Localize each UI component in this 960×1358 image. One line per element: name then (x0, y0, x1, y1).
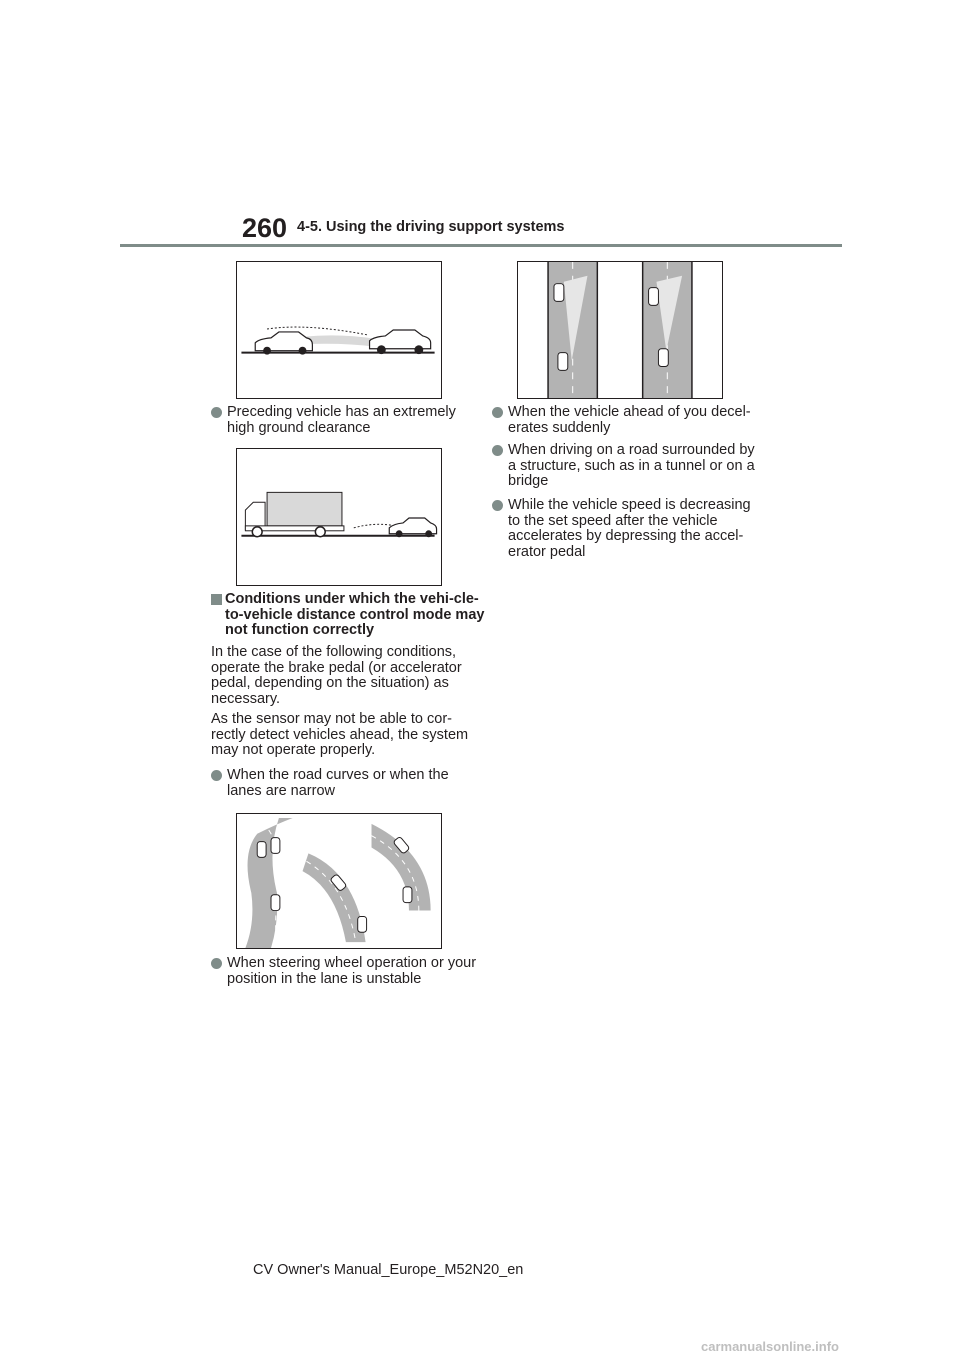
ego-car-icon (389, 518, 436, 537)
figure-curved-roads (236, 813, 442, 949)
truck-icon (245, 492, 344, 536)
car-icon (271, 895, 280, 911)
preceding-car-icon (649, 288, 659, 306)
figure-truck-ahead (236, 448, 442, 586)
footer-manual-name: CV Owner's Manual_Europe_M52N20_en (253, 1262, 524, 1278)
figure-high-clearance-vehicle (236, 261, 442, 399)
heading-square-icon (211, 594, 222, 605)
section-title: 4-5. Using the driving support systems (297, 219, 565, 235)
bullet-speed-decreasing: While the vehicle speed is decreasing to the set speed after the vehicle accelerates by depressing the accel-erator pedal (492, 498, 764, 560)
bullet-icon (211, 407, 222, 418)
bullet-icon (492, 407, 503, 418)
preceding-car-icon (370, 330, 431, 354)
paragraph-sensor: As the sensor may not be able to cor-rectly detect vehicles ahead, the system may not operate properly. (211, 711, 469, 758)
bullet-icon (211, 770, 222, 781)
car-icon (271, 838, 280, 854)
bullet-icon (492, 445, 503, 456)
car-icon (403, 887, 412, 903)
bullet-steering-unstable: When steering wheel operation or your position in the lane is unstable (211, 956, 477, 987)
paragraph-operate-pedal: In the case of the following conditions, operate the brake pedal (or accelerator pedal, depending on the situation) as necessary. (211, 644, 462, 707)
preceding-car-icon (554, 284, 564, 302)
bullet-vehicle-decelerates: When the vehicle ahead of you decel-erates suddenly (492, 405, 764, 436)
figure-vehicle-decelerates (517, 261, 723, 399)
bullet-tunnel-bridge: When driving on a road surrounded by a structure, such as in a tunnel or on a bridge (492, 443, 764, 490)
car-icon (358, 916, 367, 932)
bullet-road-curves: When the road curves or when the lanes are narrow (211, 768, 477, 799)
watermark: carmanualsonline.info (701, 1339, 839, 1354)
car-icon (257, 842, 266, 858)
header-rule (120, 244, 842, 247)
bullet-icon (492, 500, 503, 511)
ego-car-icon (558, 353, 568, 371)
conditions-heading: Conditions under which the vehi-cle-to-vehicle distance control mode may not function correctly (211, 592, 485, 639)
bullet-high-clearance: Preceding vehicle has an extremely high ground clearance (211, 405, 477, 436)
ego-car-icon (658, 349, 668, 367)
ego-car-icon (255, 332, 312, 355)
bullet-icon (211, 958, 222, 969)
page-number: 260 (242, 213, 288, 243)
